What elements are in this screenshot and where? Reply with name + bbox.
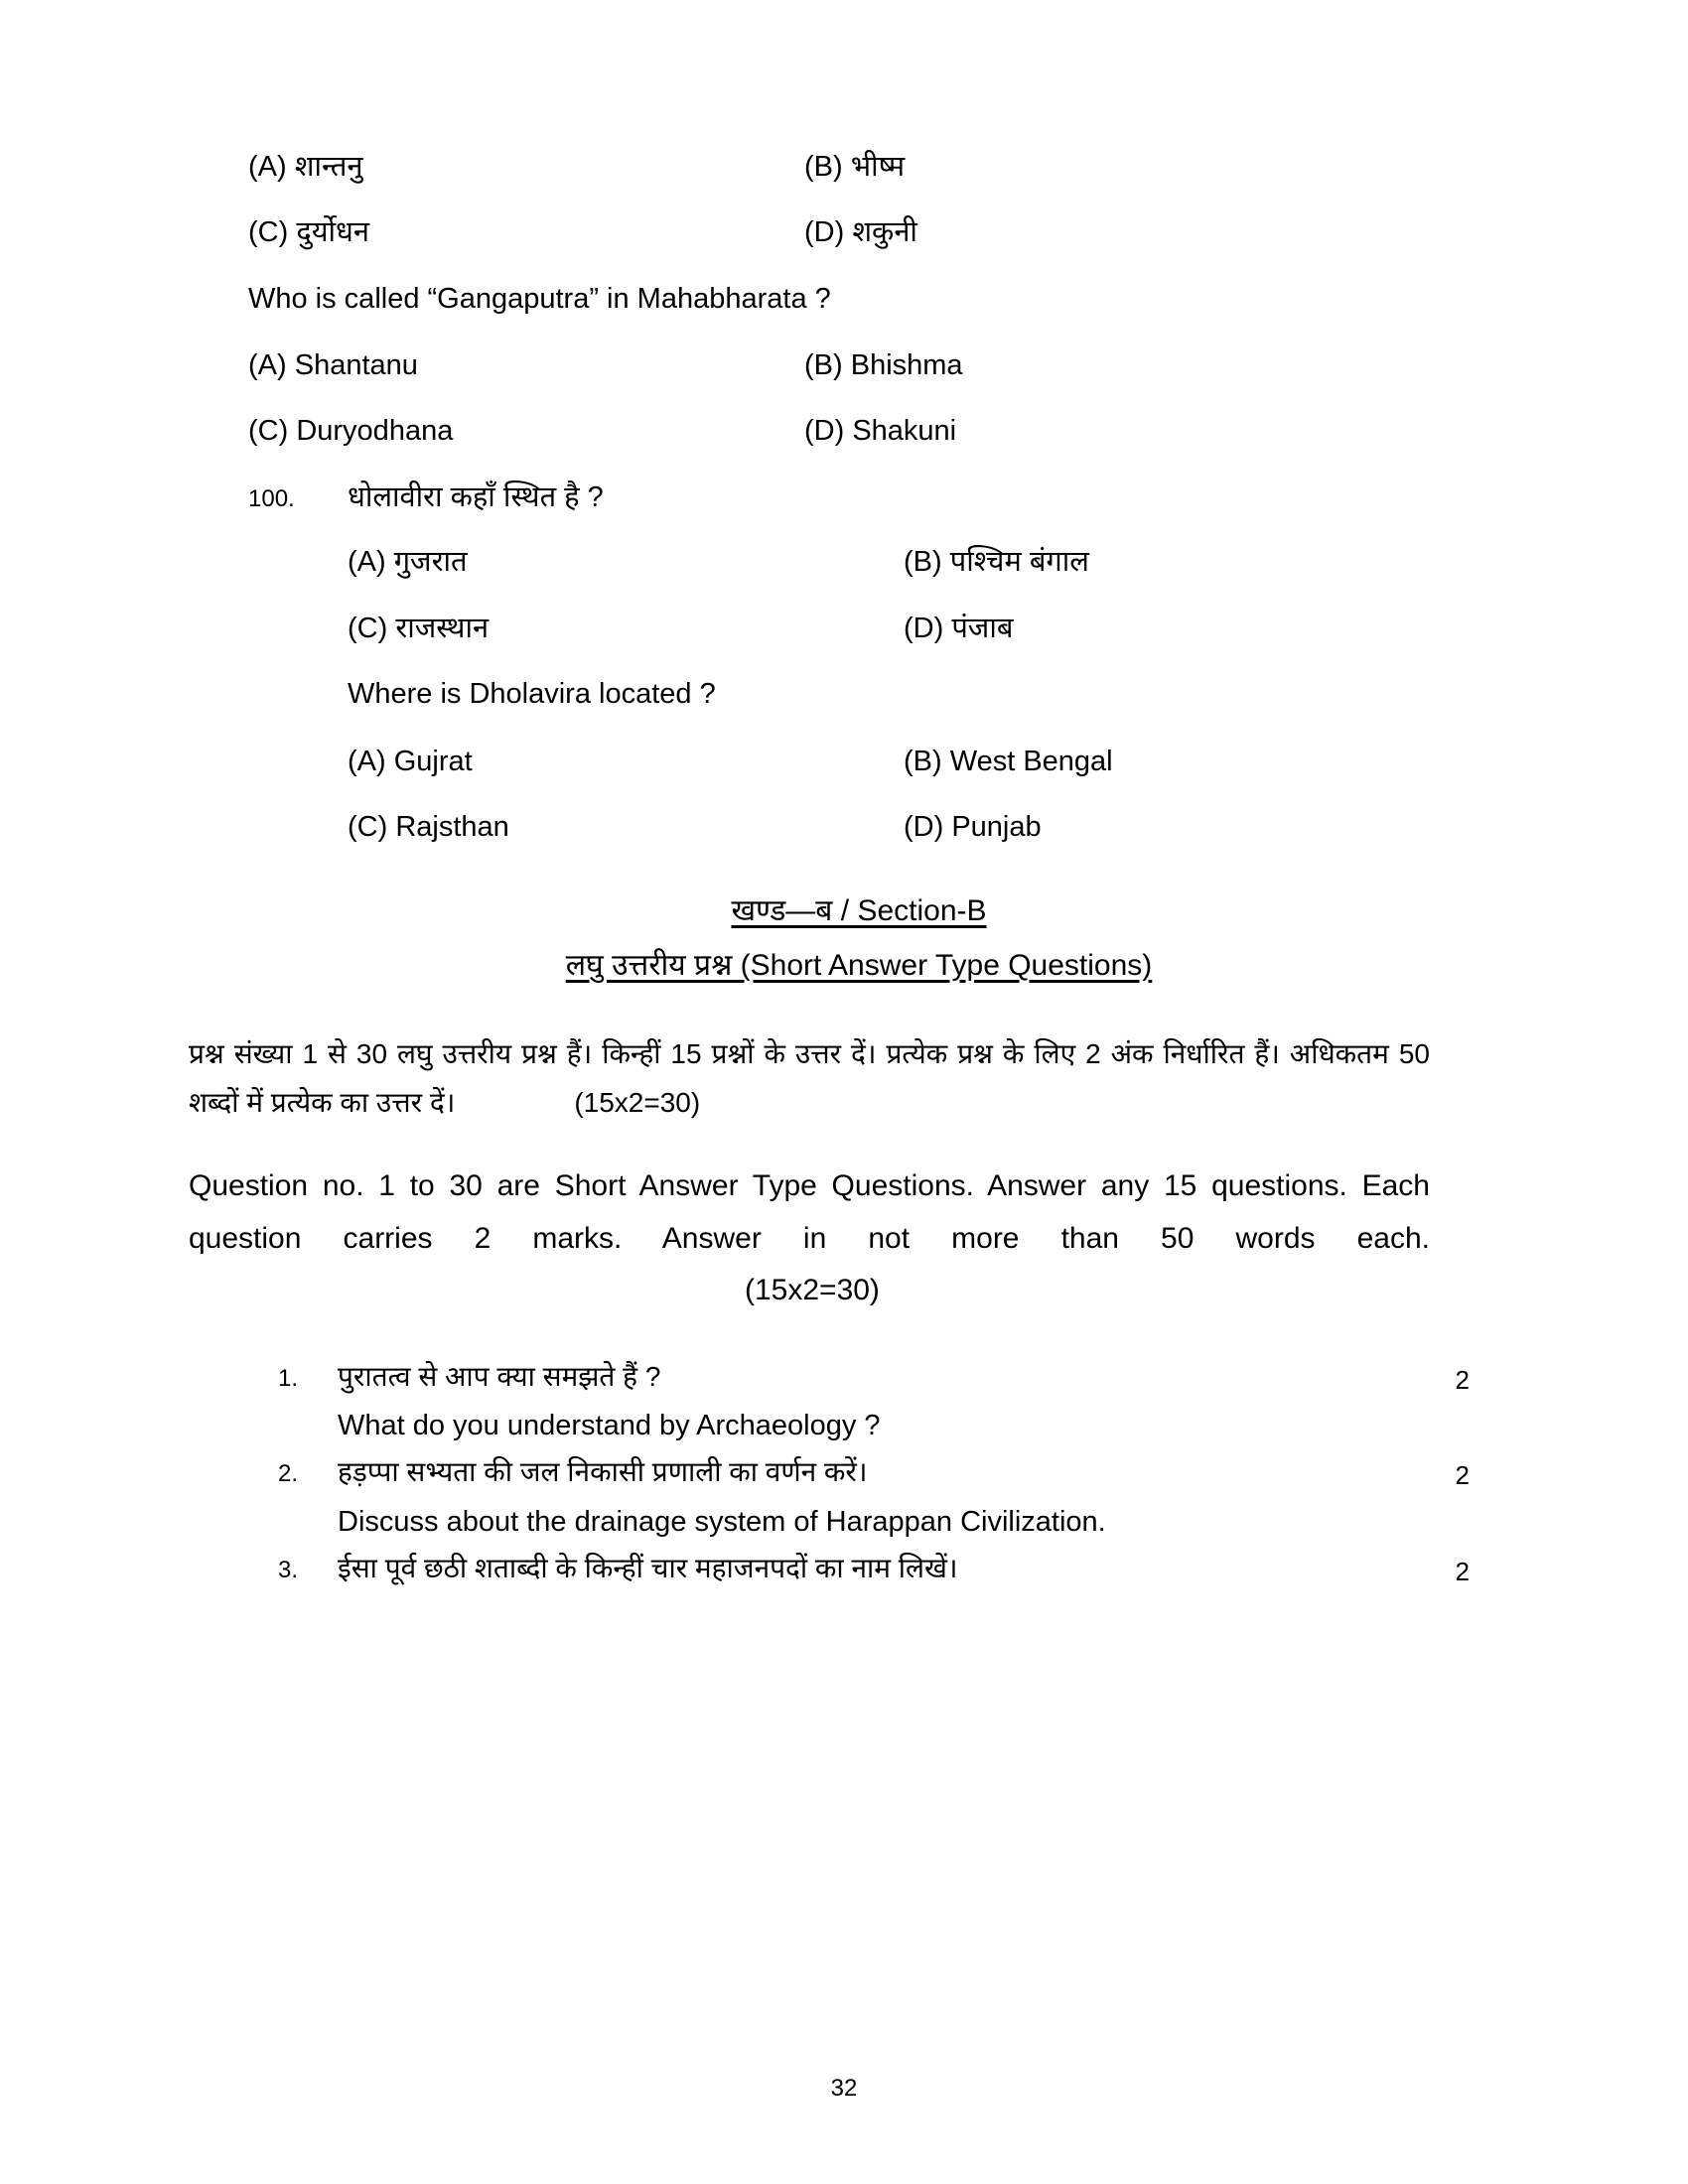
question-text-hindi: ईसा पूर्व छठी शताब्दी के किन्हीं चार महाजनपदों का नाम लिखें। — [338, 1552, 958, 1583]
option-text: Rajsthan — [395, 810, 509, 843]
option-d — [804, 413, 1360, 449]
page-number: 32 — [830, 2075, 858, 2102]
option-a — [348, 744, 904, 779]
page-content — [189, 149, 1470, 1594]
option-key: (A) — [348, 745, 386, 777]
question-marks: 2 — [1455, 1460, 1470, 1491]
option-text: Bhishma — [850, 349, 963, 382]
option-key: (A) — [248, 151, 287, 183]
option-text: पंजाब — [951, 612, 1014, 644]
question-100-english-stem: Where is Dholavira located ? — [348, 677, 716, 710]
instruction-english-marks: (15x2=30) — [745, 1274, 880, 1307]
section-b-instruction-hindi — [189, 1029, 1430, 1127]
question-body-english — [338, 1493, 1400, 1543]
option-key: (C) — [248, 415, 289, 448]
section-b-instruction-english — [189, 1160, 1430, 1317]
instruction-hindi-marks: (15x2=30) — [574, 1087, 701, 1119]
option-key: (D) — [904, 810, 944, 843]
short-answer-question-1 — [248, 1357, 1470, 1447]
option-text: Shantanu — [294, 349, 418, 382]
question-text: धोलावीरा कहाँ स्थित है ? — [348, 480, 604, 513]
option-d — [904, 611, 1460, 646]
option-text: West Bengal — [949, 745, 1113, 777]
instruction-hindi-text: प्रश्न संख्या 1 से 30 लघु उत्तरीय प्रश्न हैं। किन्हीं 15 प्रश्नों के उत्तर दें। प्रत्येक प्रश्न के लिए 2 अंक निर्धारित हैं। अधिकतम 50 शब्दों में प्रत्येक का उत्तर दें। — [189, 1038, 1430, 1119]
question-99-hindi-options-row-2 — [248, 214, 1470, 250]
question-body — [338, 1452, 1400, 1493]
option-a — [248, 149, 804, 185]
question-row-english — [248, 1493, 1470, 1543]
option-key: (A) — [348, 546, 386, 579]
option-c — [348, 611, 904, 646]
option-b — [904, 544, 1460, 580]
instruction-english-text: Question no. 1 to 30 are Short Answer Type Questions. Answer any 15 questions. Each question carries 2 marks. Answer in not more than 50 words each. — [189, 1169, 1430, 1255]
question-row — [248, 1549, 1470, 1589]
option-text: Gujrat — [393, 745, 473, 777]
question-marks: 2 — [1455, 1364, 1470, 1395]
section-b-subheading-text: लघु उत्तरीय प्रश्न (Short Answer Type Questions) — [565, 949, 1153, 983]
option-key: (D) — [804, 216, 845, 249]
option-text: शान्तनु — [294, 151, 363, 183]
question-99-english-stem: Who is called “Gangaputra” in Mahabharata ? — [248, 282, 831, 315]
question-99-hindi-options-row-1 — [248, 149, 1470, 185]
section-b-subheading — [248, 943, 1470, 984]
section-b-heading-text: खण्ड—ब / Section-B — [731, 894, 987, 928]
question-row — [248, 1357, 1470, 1398]
option-text: Duryodhana — [296, 415, 454, 448]
option-text: Punjab — [951, 810, 1042, 843]
question-text-english: What do you understand by Archaeology ? — [338, 1410, 881, 1442]
question-row — [248, 1452, 1470, 1493]
section-b-heading — [248, 888, 1470, 929]
question-row-english — [248, 1397, 1470, 1446]
option-d — [804, 214, 1360, 250]
option-key: (B) — [904, 745, 942, 777]
option-a — [348, 544, 904, 580]
question-number: 3. — [278, 1556, 299, 1583]
option-b — [804, 347, 1360, 383]
question-99-english-options-row-1 — [248, 347, 1470, 383]
short-answer-question-3 — [248, 1549, 1470, 1589]
option-text: भीष्म — [850, 151, 906, 183]
short-answer-question-2 — [248, 1452, 1470, 1543]
option-a — [248, 347, 804, 383]
question-marks-spacer — [1400, 1397, 1470, 1405]
question-text-english: Discuss about the drainage system of Harappan Civilization. — [338, 1505, 1106, 1538]
option-text: पश्चिम बंगाल — [949, 546, 1089, 579]
option-key: (C) — [348, 810, 388, 843]
question-100-hindi-stem — [248, 479, 1470, 517]
question-100-hindi-options — [248, 544, 1470, 646]
option-key: (D) — [904, 612, 944, 644]
option-c — [348, 809, 904, 845]
option-text: शकुनी — [852, 216, 917, 249]
question-100-english-options-row-1 — [348, 744, 1470, 779]
question-number: 100. — [248, 484, 295, 512]
question-number: 1. — [278, 1364, 299, 1392]
question-marks-spacer — [1400, 1493, 1470, 1501]
question-100-english-block — [248, 676, 1470, 845]
option-text: दुर्योधन — [296, 216, 369, 249]
question-number-spacer — [248, 1397, 338, 1405]
option-key: (B) — [804, 151, 843, 183]
question-number-spacer — [248, 1493, 338, 1501]
question-body-english — [338, 1397, 1400, 1446]
question-100-hindi-options-row-1 — [348, 544, 1470, 580]
option-text: राजस्थान — [395, 612, 490, 644]
question-100-english-options-row-2 — [348, 809, 1470, 845]
question-marks: 2 — [1455, 1556, 1470, 1586]
option-key: (D) — [804, 415, 845, 448]
question-text-hindi: पुरातत्व से आप क्या समझते हैं ? — [338, 1360, 661, 1392]
option-text: Shakuni — [852, 415, 957, 448]
option-key: (B) — [904, 546, 942, 579]
question-99-english-options-row-2 — [248, 413, 1470, 449]
question-100-hindi-options-row-2 — [348, 611, 1470, 646]
option-c — [248, 413, 804, 449]
question-text-hindi: हड़प्पा सभ्यता की जल निकासी प्रणाली का वर्णन करें। — [338, 1456, 868, 1488]
option-b — [904, 744, 1460, 779]
question-number: 2. — [278, 1460, 299, 1488]
option-key: (A) — [248, 349, 287, 382]
option-d — [904, 809, 1460, 845]
option-text: गुजरात — [393, 546, 468, 579]
option-key: (C) — [348, 612, 388, 644]
option-b — [804, 149, 1360, 185]
option-key: (C) — [248, 216, 289, 249]
option-key: (B) — [804, 349, 843, 382]
question-body — [338, 1549, 1400, 1589]
option-c — [248, 214, 804, 250]
question-body — [338, 1357, 1400, 1398]
